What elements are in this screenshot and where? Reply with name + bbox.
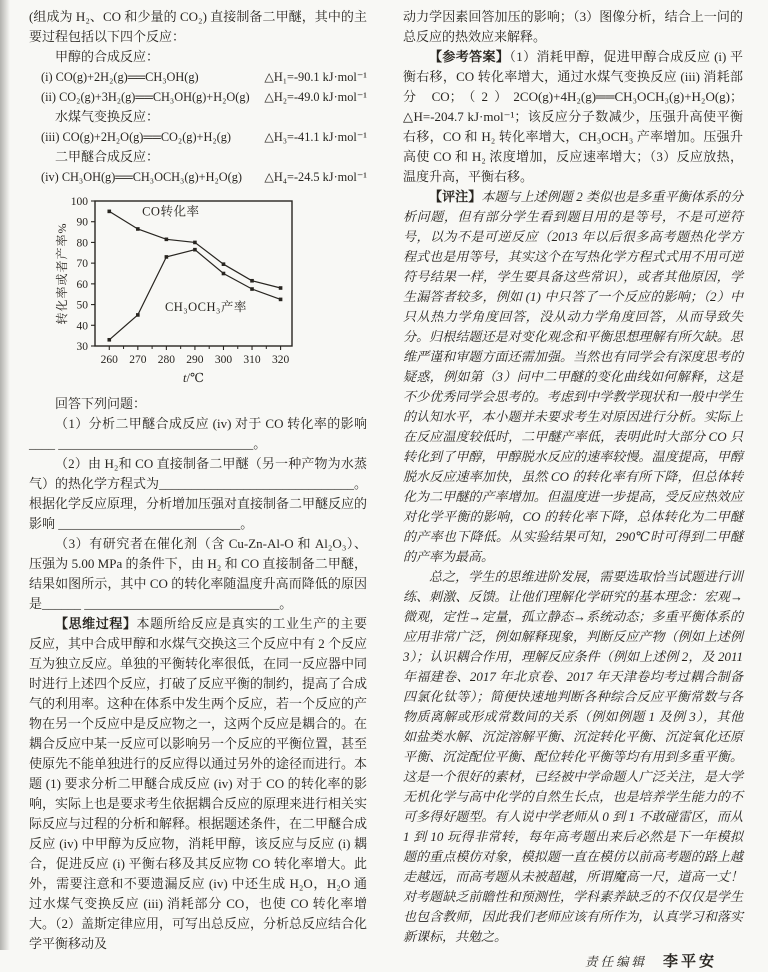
equation-ii-enthalpy: △H₂=-49.0 kJ·mol⁻¹ [264,90,367,104]
svg-text:CO转化率: CO转化率 [142,204,200,219]
editor-role-label: 责任编辑 [584,955,647,969]
equation-iii-enthalpy: △H₃=-41.1 kJ·mol⁻¹ [264,130,367,144]
figure [55,192,367,388]
continuation-paragraph: 动力学因素回答加压的影响；（3）图像分析，结合上一问的总反应的热效应来解释。 [403,9,743,44]
svg-text:320: 320 [271,354,290,366]
section-head-methanol: 甲醇的合成反应： [55,49,160,64]
equation-iv [29,167,367,187]
comment-paragraph [403,187,743,567]
equation-iv-formula: (iv) CH₃OH(g)══CH₃OCH₃(g)+H₂O(g) [41,170,243,184]
svg-text:30: 30 [76,341,88,353]
question-prompt: 回答下列问题： [55,396,147,411]
intro-paragraph: (组成为 H₂、CO 和少量的 CO₂) 直接制备二甲醚，其中的主要过程包括以下四个反应： [29,9,367,44]
equation-i-enthalpy: △H₁=-90.1 kJ·mol⁻¹ [264,70,367,84]
equation-i-formula: (i) CO(g)+2H₂(g)══CH₃OH(g) [41,70,199,84]
answer-label: 【参考答案】 [429,49,510,64]
question-2: （2）由 H₂和 CO 直接制备二甲醚（另一种产物为水蒸气）的热化学方程式为______________________________。根据化学反应原理，分析增加压强对直接制备二甲醚反应的影响 ____________________________。 [29,456,368,531]
summary-paragraph: 总之，学生的思维进阶发展，需要选取恰当试题进行训练、刺激、反馈。让他们理解化学研究的基本理念：宏观→微观，定性→定量，孤立静态→系统动态；多重平衡体系的应用非常广泛，例如解释现象，判断反应产物（例如上述例3）；认识耦合作用，理解反应条件（例如上述例 2，及 2011年福建卷、2017 年北京卷、2017 年天津卷均考过耦合制备四氯化钛等）；简便快速地判断各种综合反应平衡常数与各物质离解或形成常数间的关系（例如例题 1 及例 3），其他如盐类水解、沉淀溶解平衡、沉淀转化平衡、沉淀氧化还原平衡、沉淀配位平衡、配位转化平衡等均有用到多重平衡。这是一个很好的素材，已经被中学命题人广泛关注，是大学无机化学与高中化学的自然生长点，也是培养学生能力的不可多得好题型。有人说中学老师从 0 到 1 不敢碰雷区，而从 1 到 10 玩得非常转，每年高考题出来后必然是下一年模拟题的重点模仿对象，模拟题一直在模仿以前高考题的路上越走越远，而高考题从未被超越，所谓魔高一尺，道高一丈！对考题缺乏前瞻性和预测性，学科素养缺乏的不仅仅是学生也包含教师，因此我们老师应该有所作为，认真学习和落实新课标，共勉之。 [403,569,743,944]
thinking-paragraph [29,614,367,954]
section-head-dme: 二甲醚合成反应： [55,149,160,164]
svg-text:90: 90 [76,216,88,229]
equation-ii-formula: (ii) CO₂(g)+3H₂(g)══CH₃OH(g)+H₂O(g) [41,90,250,104]
figure-chart [55,192,310,388]
thinking-text: 本题所给反应是真实的工业生产的主要反应，其中合成甲醇和水煤气交换这三个反应中有 2 个反应互为独立反应。单独的平衡转化率很低，在同一反应器中同时进行上述四个反应，打破了反应平衡的制约，提高了合成气的利用率。这种在体系中发生两个反应，若一个反应的产物在另一个反应中是反应物之一，这两个反应是耦合的。在耦合反应中某一反应可以影响另一个反应的平衡位置，甚至使原先不能单独进行的反应得以通过另外的途径而进行。本题 (1) 要求分析二甲醚合成反应 (iv) 对于 CO 的转化率的影响，实际上也是要求考生依据耦合反应的原理来进行相关实际反应与过程的分析和解释。根据题述条件，在二甲醚合成反应 (iv) 中甲醇为反应物，消耗甲醇，该反应与反应 (i) 耦合，促进反应 (i) 平衡右移及其反应物 CO 转化率增大。此外，需要注意和不要遗漏反应 (iv) 中还生成 H₂O，H₂O 通过水煤气变换反应 (iii) 消耗部分 CO，也使 CO 转化率增大。（2）盖斯定律应用，可写出总反应，分析总反应结合化学平衡移动及 [29,616,368,951]
section-head-watergas: 水煤气变换反应： [55,109,160,124]
svg-text:50: 50 [76,299,88,312]
footer [403,952,743,972]
thinking-label: 【思维过程】 [55,616,137,631]
equation-iii-formula: (iii) CO(g)+2H₂O(g)══CO₂(g)+H₂(g) [41,130,231,144]
svg-text:100: 100 [70,196,88,208]
svg-text:280: 280 [157,354,176,366]
svg-text:270: 270 [129,354,147,366]
equation-i [29,67,367,87]
right-column [403,7,743,970]
equation-ii [29,87,367,107]
svg-text:CH₃OCH₃产率: CH₃OCH₃产率 [164,299,247,314]
answer-text: （1）消耗甲醇，促进甲醇合成反应 (i) 平衡右移，CO 转化率增大，通过水煤气变换反应 (iii) 消耗部分 CO；（2）2CO(g)+4H₂(g)══CH₃OCH₃(g)+H₂O(g)；△H=-204.7 kJ·mol⁻¹；该反应分子数减少，压强升高使平衡右移，CO 和 H₂ 转化率增大，CH₃OCH₃ 产率增加。压强升高使 CO 和 H₂ 浓度增加，反应速率增大；（3）反应放热，温度升高，平衡右移。 [403,49,743,184]
svg-text:300: 300 [214,354,233,366]
question-1: （1）分析二甲醚合成反应 (iv) 对于 CO 转化率的影响____ ______________________________。 [29,416,367,451]
equation-iv-enthalpy: △H₄=-24.5 kJ·mol⁻¹ [264,170,367,184]
svg-text:60: 60 [76,278,88,291]
comment-label: 【评注】 [429,189,482,204]
question-3: （3）有研究者在催化剂（含 Cu-Zn-Al-O 和 Al₂O₃）、压强为 5.00 MPa 的条件下，由 H₂ 和 CO 直接制备二甲醚，结果如图所示，其中 CO 的转化率随温度升高而降低的原因是______ ______________________________。 [29,536,367,611]
editor-name: 李平安 [662,954,717,970]
left-column [29,7,368,951]
svg-text:260: 260 [100,354,118,366]
svg-text:290: 290 [186,354,204,366]
svg-text:t/℃: t/℃ [183,371,204,385]
svg-text:40: 40 [76,320,88,333]
page-edge-shadow [0,0,10,950]
equation-iii [29,127,367,147]
svg-text:转化率或者产率%: 转化率或者产率% [55,222,69,325]
svg-text:80: 80 [76,237,88,250]
comment-text: 本题与上述例题 2 类似也是多重平衡体系的分析问题，但有部分学生看到题目用的是等号，不是可逆符号，以为不是可逆反应（2013 年以后很多高考题热化学方程式也是用等号，其实这个在写热化学方程式式用不用可逆符号结果一样，学生要具备这些常识），或者其他原因，学生漏答者较多，例如 (1) 中只答了一个反应的影响；（2）中只从热力学角度回答，没从动力学角度回答，从而导致失分。归根结题还是对变化观念和平衡思想理解有所欠缺。思维严谨和审题方面还需加强。当然也有同学会有深度思考的疑惑，例如第（3）问中二甲醚的变化曲线如何解释，这是不少优秀同学会思考的。考虑到中学教学现状和一般中学生的认知水平，本小题并未要求考生对原因进行分析。实际上在反应温度较低时，二甲醚产率低，表明此时大部分 CO 只转化到了甲醇，甲醇脱水反应的速率较慢。温度提高，甲醇脱水反应速率加快，虽然 CO 的转化率有所下降，但总体转化为二甲醚的产率增加。但温度进一步提高，受反应热效应对化学平衡的影响，CO 的转化率下降，总体转化为二甲醚的产率也下降低。从实验结果可知，290℃时可得到二甲醚的产率为最高。 [403,189,743,564]
answer-paragraph [403,47,743,187]
svg-text:310: 310 [243,354,261,366]
svg-text:70: 70 [76,258,88,271]
